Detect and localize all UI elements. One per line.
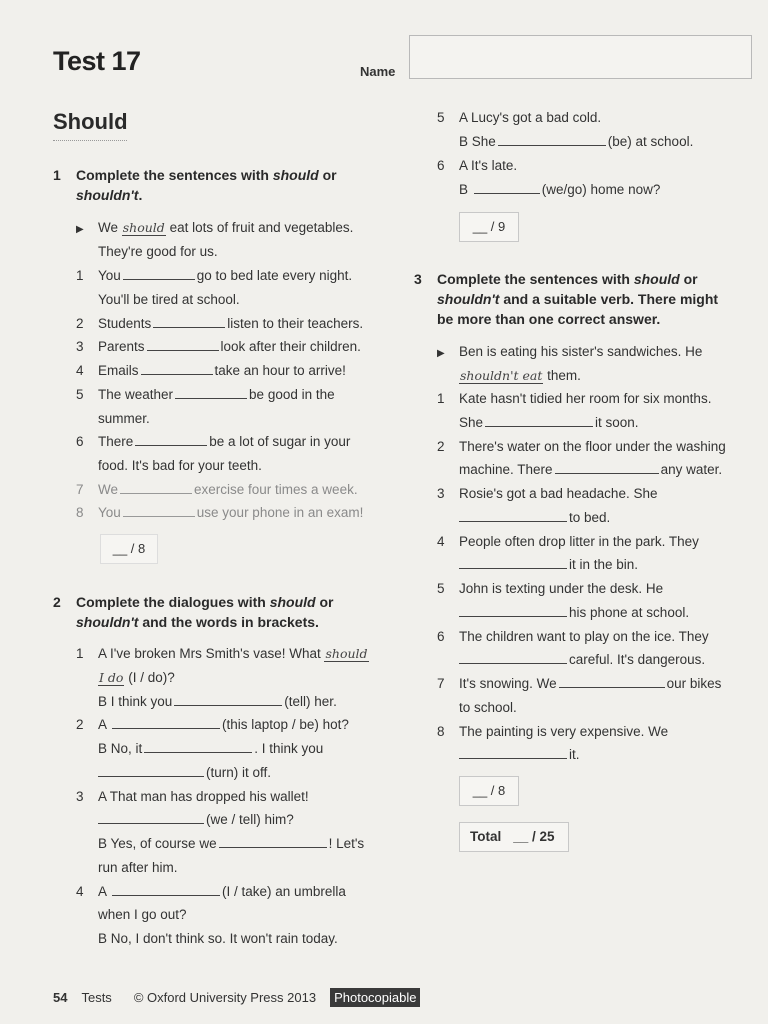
answer-blank[interactable]: [147, 336, 219, 351]
s2-d2-b: B No, it . I think you: [98, 737, 323, 761]
s2-d6-a: 6 A It's late.: [437, 158, 518, 173]
s1-item-2: 2 Students listen to their teachers.: [76, 312, 363, 336]
s2-d6-b: B (we/go) home now?: [459, 178, 660, 202]
answer-blank[interactable]: [135, 431, 207, 446]
section-1-score: __ / 8: [100, 534, 158, 564]
section-2-score: __ / 9: [459, 212, 519, 242]
s2-d4-b: B No, I don't think so. It won't rain today.: [98, 931, 338, 946]
test-title: Test 17: [53, 46, 141, 76]
s3-item-6: 6 The children want to play on the ice. They: [437, 629, 709, 644]
example-answer: shouldn't eat: [460, 368, 543, 383]
s3-item-4-cont: it in the bin.: [459, 553, 638, 577]
s2-d5-a: 5 A Lucy's got a bad cold.: [437, 110, 602, 125]
s2-d4-a-cont: when I go out?: [98, 907, 187, 922]
s3-item-7: 7 It's snowing. We our bikes: [437, 672, 721, 696]
s2-d3-a: 3 A That man has dropped his wallet!: [76, 789, 309, 804]
s2-d2-a: 2 A (this laptop / be) hot?: [76, 713, 349, 737]
answer-blank[interactable]: [559, 673, 665, 688]
footer-section: Tests: [81, 990, 112, 1005]
s2-d1-b: B I think you (tell) her.: [98, 690, 337, 714]
s3-item-1: 1 Kate hasn't tidied her room for six months.: [437, 391, 712, 406]
answer-blank[interactable]: [98, 762, 204, 777]
answer-blank[interactable]: [219, 833, 327, 848]
s2-d3-b-cont: run after him.: [98, 860, 178, 875]
s2-d2-b-cont: (turn) it off.: [98, 761, 271, 785]
answer-blank[interactable]: [485, 412, 593, 427]
section-3-instruction: Complete the sentences with should or shouldn't and a suitable verb. There might be more than one correct answer.: [437, 271, 719, 327]
s3-item-3: 3 Rosie's got a bad headache. She: [437, 486, 658, 501]
answer-blank[interactable]: [474, 179, 540, 194]
answer-blank[interactable]: [459, 744, 567, 759]
answer-blank[interactable]: [112, 714, 220, 729]
answer-blank[interactable]: [98, 809, 204, 824]
answer-blank[interactable]: [120, 479, 192, 494]
total-score: __ / 25: [513, 829, 555, 844]
section-1-example: ▶ We should eat lots of fruit and vegetables.: [76, 216, 353, 242]
section-1-number: 1: [53, 167, 61, 183]
s3-item-2: 2 There's water on the floor under the washing: [437, 439, 726, 454]
total-label: Total: [470, 829, 502, 844]
s2-d1-a: 1 A I've broken Mrs Smith's vase! What should: [76, 646, 368, 661]
s3-item-3-cont: to bed.: [459, 506, 610, 530]
section-2-instruction: Complete the dialogues with should or shouldn't and the words in brackets.: [76, 594, 334, 630]
s1-item-7: 7 We exercise four times a week.: [76, 478, 358, 502]
s3-item-4: 4 People often drop litter in the park. They: [437, 534, 699, 549]
unit-title: Should: [53, 109, 128, 134]
example-answer: should: [122, 220, 165, 235]
answer-blank[interactable]: [141, 360, 213, 375]
s3-item-5-cont: his phone at school.: [459, 601, 689, 625]
answer-blank[interactable]: [459, 602, 567, 617]
s2-d4-a: 4 A (I / take) an umbrella: [76, 880, 346, 904]
answer-blank[interactable]: [112, 881, 220, 896]
answer-blank[interactable]: [459, 507, 567, 522]
answer-blank[interactable]: [459, 649, 567, 664]
section-3-example-cont: shouldn't eat them.: [460, 368, 581, 383]
s3-item-6-cont: careful. It's dangerous.: [459, 648, 705, 672]
s3-item-8: 8 The painting is very expensive. We: [437, 724, 669, 739]
photocopiable-badge: Photocopiable: [330, 988, 420, 1007]
section-3-example: ▶ Ben is eating his sister's sandwiches. He: [437, 340, 702, 366]
s2-d5-b: B She (be) at school.: [459, 130, 693, 154]
s1-item-1-cont: You'll be tired at school.: [98, 292, 240, 307]
s1-item-1: 1 You go to bed late every night.: [76, 264, 352, 288]
s1-item-6-cont: food. It's bad for your teeth.: [98, 458, 262, 473]
s2-d1-a-cont: I do (I / do)?: [99, 670, 175, 685]
answer-blank[interactable]: [555, 459, 659, 474]
s1-item-3: 3 Parents look after their children.: [76, 335, 361, 359]
answer-blank[interactable]: [174, 691, 282, 706]
name-field[interactable]: [409, 35, 752, 79]
s2-d3-a-cont: (we / tell) him?: [98, 808, 294, 832]
s3-item-1-cont: She it soon.: [459, 411, 639, 435]
answer-blank[interactable]: [144, 738, 252, 753]
s3-item-7-cont: to school.: [459, 700, 517, 715]
section-2-number: 2: [53, 594, 61, 610]
play-triangle-icon: ▶: [76, 224, 84, 235]
answer-blank[interactable]: [498, 131, 606, 146]
answer-blank[interactable]: [153, 313, 225, 328]
section-1-instruction: Complete the sentences with should or shouldn't.: [76, 167, 337, 203]
s3-item-8-cont: it.: [459, 743, 580, 767]
section-3-score: __ / 8: [459, 776, 519, 806]
s1-item-5: 5 The weather be good in the: [76, 383, 335, 407]
copyright: © Oxford University Press 2013: [133, 990, 317, 1005]
s3-item-5: 5 John is texting under the desk. He: [437, 581, 664, 596]
s2-d3-b: B Yes, of course we ! Let's: [98, 832, 364, 856]
page-number: 54: [53, 990, 68, 1005]
title-divider: [53, 140, 127, 141]
section-1-example-cont: They're good for us.: [98, 244, 218, 259]
play-triangle-icon: ▶: [437, 348, 445, 359]
name-label: Name: [360, 64, 396, 79]
section-3-number: 3: [414, 271, 422, 287]
s1-item-6: 6 There be a lot of sugar in your: [76, 430, 350, 454]
footer: [53, 990, 420, 1005]
answer-blank[interactable]: [123, 502, 195, 517]
answer-blank[interactable]: [459, 554, 567, 569]
s1-item-4: 4 Emails take an hour to arrive!: [76, 359, 346, 383]
total-score-box: [459, 822, 569, 852]
s1-item-5-cont: summer.: [98, 411, 150, 426]
answer-blank[interactable]: [123, 265, 195, 280]
answer-blank[interactable]: [175, 384, 247, 399]
s3-item-2-cont: machine. There any water.: [459, 458, 722, 482]
s1-item-8: 8 You use your phone in an exam!: [76, 501, 363, 525]
